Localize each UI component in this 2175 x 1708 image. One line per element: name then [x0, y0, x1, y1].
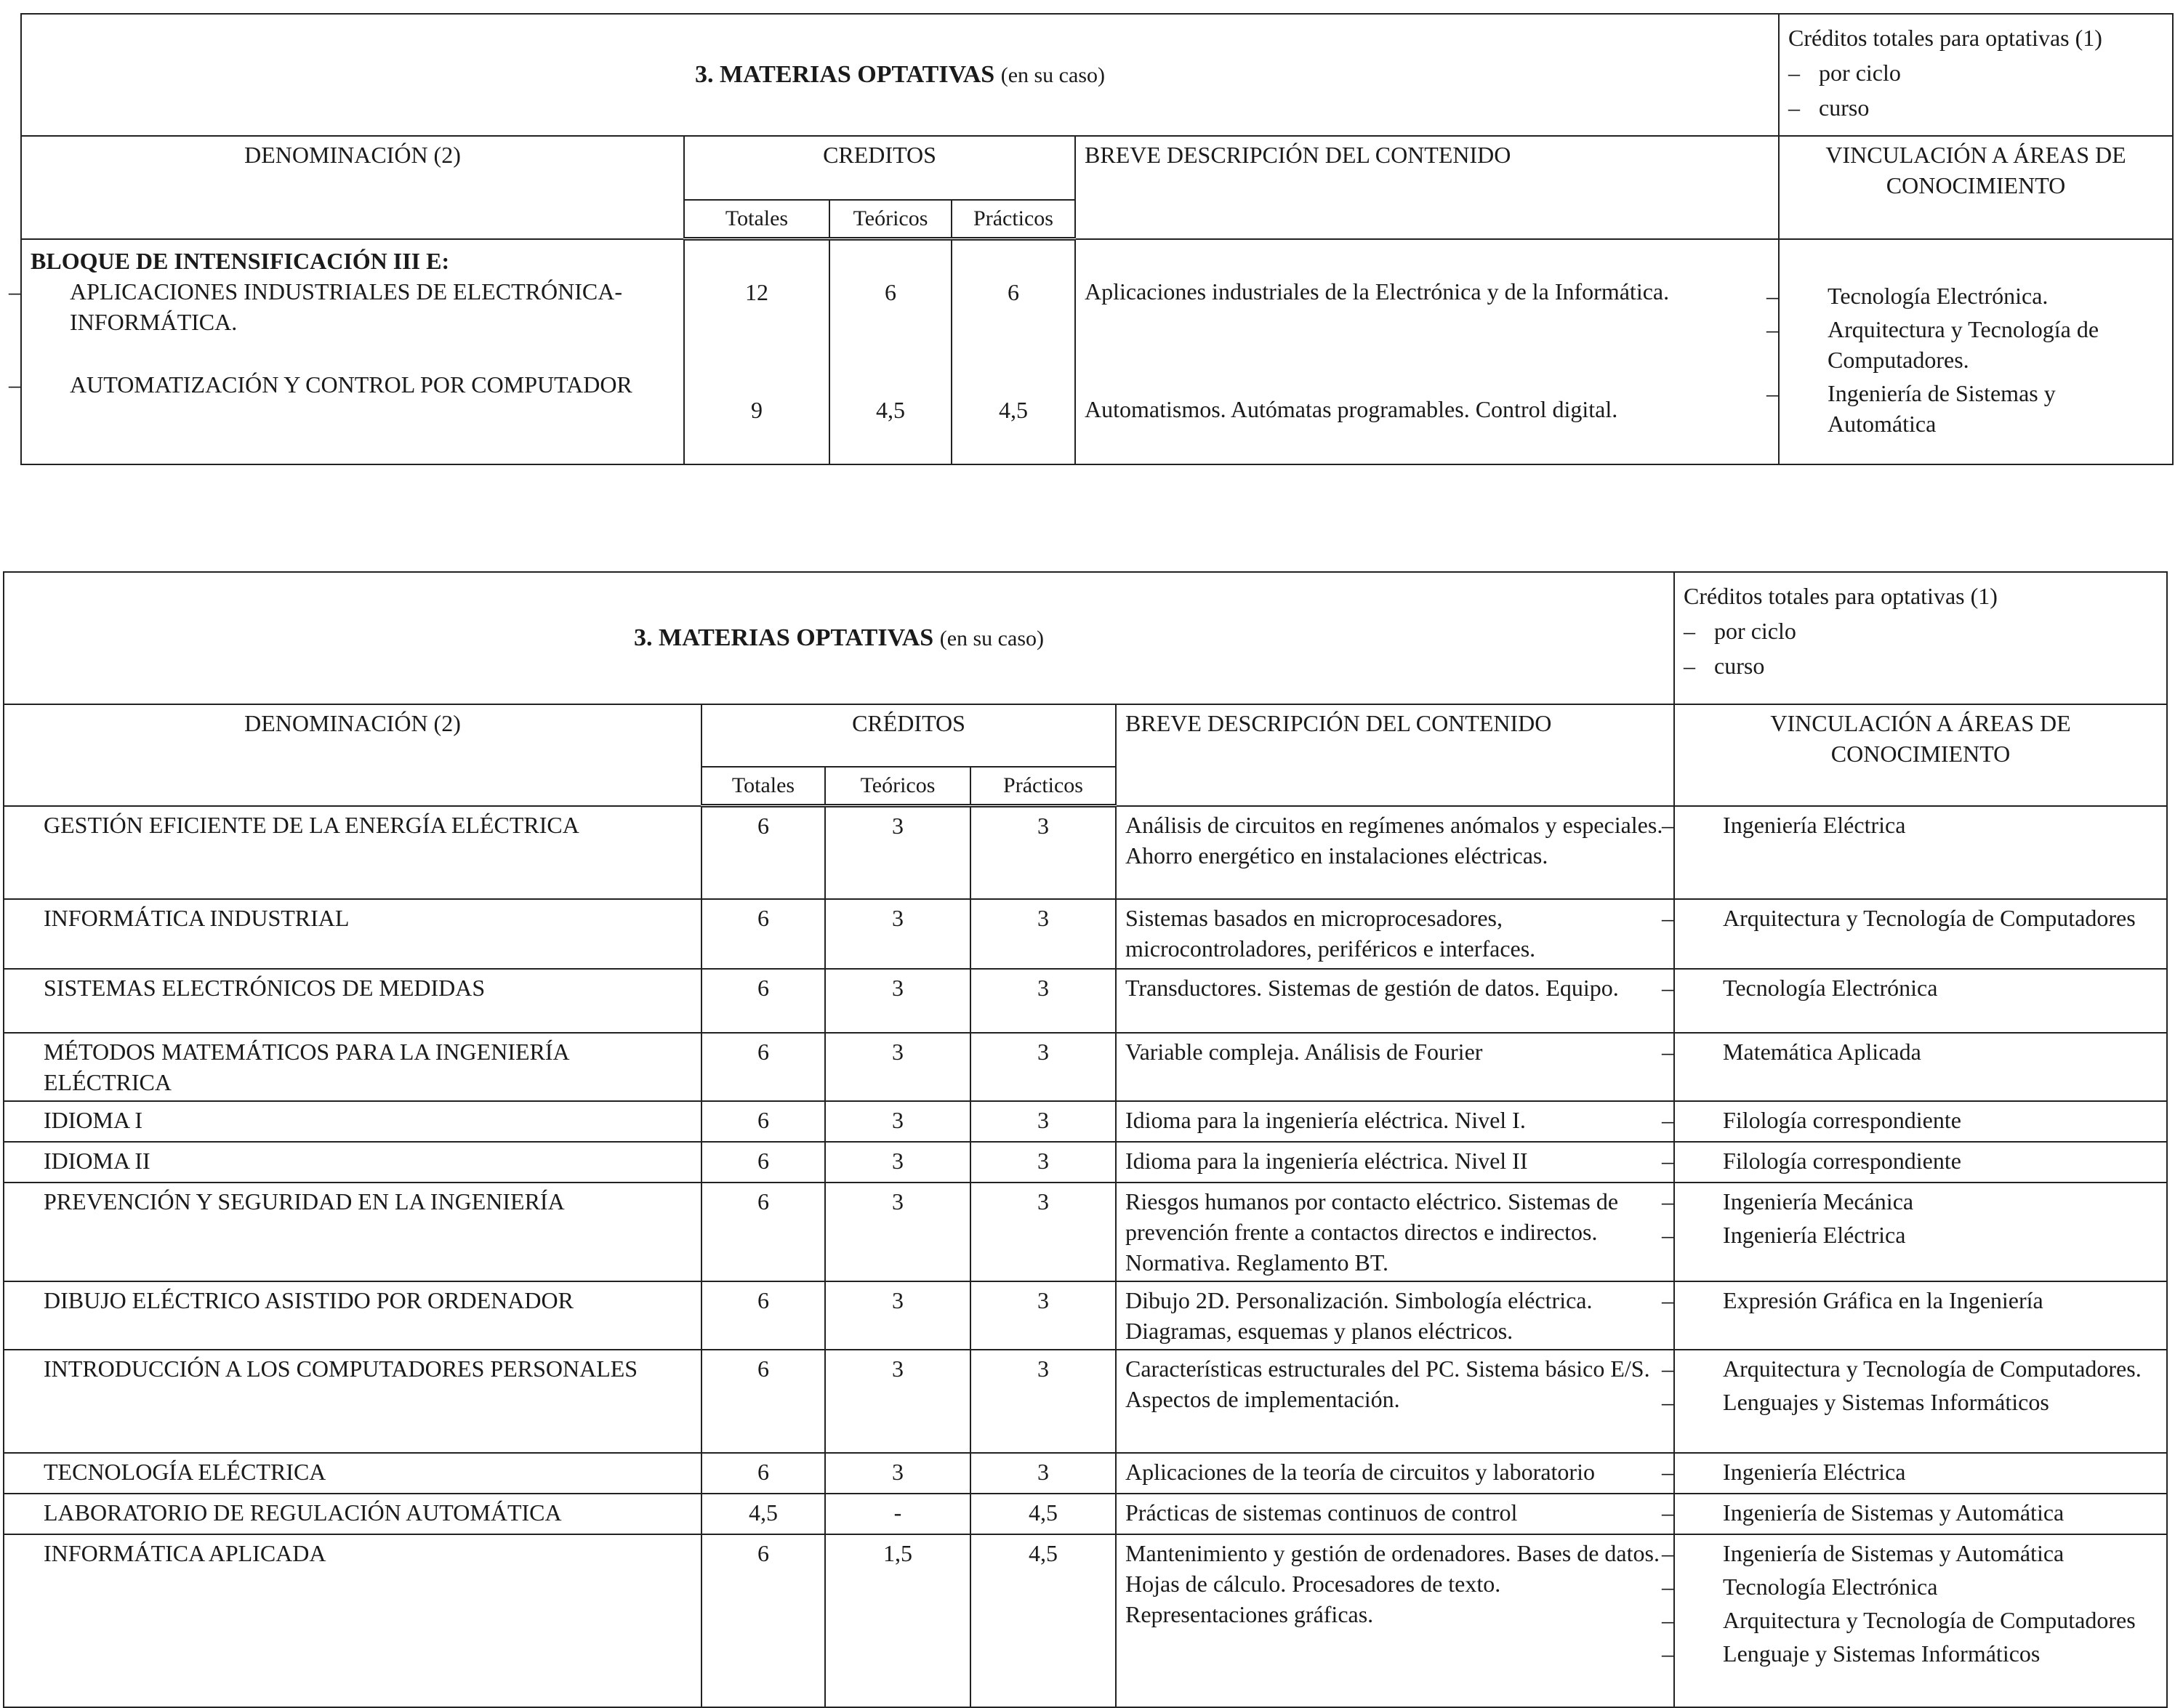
credits-practice: 4,5 — [970, 1534, 1116, 1707]
knowledge-area: Arquitectura y Tecnología de Computadores — [1723, 1606, 2136, 1633]
knowledge-area: Ingeniería de Sistemas y Automática — [1723, 1539, 2065, 1566]
credits-practice: 3 — [970, 1183, 1116, 1281]
knowledge-areas: – Arquitectura y Tecnología de Computadores — [1674, 899, 2167, 969]
optional-subjects-table-1 — [9, 13, 2174, 465]
subject-description: Características estructurales del PC. Sistema básico E/S. Aspectos de implementación. — [1116, 1350, 1674, 1453]
knowledge-area: Ingeniería Eléctrica — [1723, 1458, 1906, 1485]
credits-total-label: Créditos totales para optativas (1) — [1788, 25, 2102, 51]
header-totals: Totales — [701, 767, 825, 806]
credits-theory: 1,5 — [825, 1534, 970, 1707]
subject-description: Variable compleja. Análisis de Fourier — [1116, 1033, 1674, 1101]
credits-totals: 6 — [701, 1534, 825, 1707]
credits-totals: 6 — [701, 1453, 825, 1494]
knowledge-area: Ingeniería Mecánica — [1723, 1188, 1914, 1214]
subject-description: Aplicaciones industriales de la Electrónica y de la Informática. — [1085, 278, 1670, 305]
subject-name-cell — [4, 1494, 701, 1534]
knowledge-area: Ingeniería Eléctrica — [1723, 811, 1906, 838]
subject-name: PREVENCIÓN Y SEGURIDAD EN LA INGENIERÍA — [44, 1188, 565, 1214]
credits-practice: 6 — [1008, 279, 1019, 305]
subject-name: GESTIÓN EFICIENTE DE LA ENERGÍA ELÉCTRICA — [44, 811, 579, 838]
table-row — [4, 1101, 2167, 1142]
knowledge-area: Filología correspondiente — [1723, 1147, 1961, 1174]
credits-theory: 3 — [825, 1033, 970, 1101]
knowledge-areas: – Filología correspondiente — [1674, 1101, 2167, 1142]
credits-practice: 3 — [970, 1142, 1116, 1183]
table-row — [4, 1534, 2167, 1707]
subject-name: IDIOMA I — [44, 1106, 142, 1133]
subject-name-cell — [4, 1350, 701, 1453]
knowledge-area: Expresión Gráfica en la Ingeniería — [1723, 1286, 2043, 1313]
credits-totals: 4,5 — [701, 1494, 825, 1534]
title-text: 3. MATERIAS OPTATIVAS — [695, 60, 995, 88]
knowledge-area: Tecnología Electrónica — [1723, 1573, 1938, 1600]
subject-name-cell — [4, 1101, 701, 1142]
table-row — [4, 1142, 2167, 1183]
subject-name-cell — [4, 1183, 701, 1281]
credits-theory: 3 — [825, 1183, 970, 1281]
subject-name-cell — [4, 1534, 701, 1707]
optional-subjects-table-2 — [3, 571, 2168, 1708]
header-theory: Teóricos — [829, 200, 952, 239]
table-row — [4, 1453, 2167, 1494]
credits-total-label: Créditos totales para optativas (1) — [1684, 583, 1998, 609]
knowledge-areas: – Tecnología Electrónica — [1674, 969, 2167, 1033]
credits-totals: 6 — [701, 1142, 825, 1183]
credits-theory: 3 — [825, 1281, 970, 1350]
subject-name: INTRODUCCIÓN A LOS COMPUTADORES PERSONALES — [44, 1355, 638, 1382]
block-title: BLOQUE DE INTENSIFICACIÓN III E: — [31, 247, 450, 274]
header-areas: VINCULACIÓN A ÁREAS DE CONOCIMIENTO — [1779, 136, 2173, 239]
knowledge-area: Matemática Aplicada — [1723, 1038, 1921, 1065]
credits-theory: 3 — [825, 1142, 970, 1183]
knowledge-area: Lenguaje y Sistemas Informáticos — [1723, 1640, 2041, 1667]
knowledge-area: Lenguajes y Sistemas Informáticos — [1723, 1388, 2049, 1415]
subject-name: SISTEMAS ELECTRÓNICOS DE MEDIDAS — [44, 974, 486, 1001]
knowledge-areas: – Ingeniería de Sistemas y Automática – Tecnología Electrónica – Arquitectura y Tecnología de Computadores – Lenguaje y Sistemas Informáticos — [1674, 1534, 2167, 1707]
table-row: BLOQUE DE INTENSIFICACIÓN III E: – APLICACIONES INDUSTRIALES DE ELECTRÓNICA-INFORMÁTICA. – AUTOMATIZACIÓN Y CONTROL POR COMPUTADOR 12 9 6 4,5 6 4,5 Aplicaciones industriales de la Electrónica y de la Informática. Automatismos. Autómatas programables. Control digital. – Tecnología Electrónica. – Arquitectura y Tecnología de Computadores. – Ingeniería de Sistemas y Automática — [21, 239, 2173, 464]
header-theory: Teóricos — [825, 767, 970, 806]
table-row — [4, 1183, 2167, 1281]
subject-description: Análisis de circuitos en regímenes anómalos y especiales. Ahorro energético en instalaciones eléctricas. — [1116, 806, 1674, 899]
header-practice: Prácticos — [970, 767, 1116, 806]
credits-theory: 4,5 — [876, 397, 905, 423]
credits-theory: 3 — [825, 1350, 970, 1453]
credits-practice: 4,5 — [999, 397, 1028, 423]
subject-description: Automatismos. Autómatas programables. Control digital. — [1085, 395, 1618, 422]
knowledge-areas: – Filología correspondiente — [1674, 1142, 2167, 1183]
knowledge-areas: – Arquitectura y Tecnología de Computadores. – Lenguajes y Sistemas Informáticos — [1674, 1350, 2167, 1453]
credits-total-box: Créditos totales para optativas (1) – por ciclo – curso — [1674, 572, 2167, 704]
credits-totals: 6 — [701, 1101, 825, 1142]
subject-name-cell — [4, 1453, 701, 1494]
knowledge-areas: – Ingeniería Eléctrica — [1674, 806, 2167, 899]
knowledge-areas: – Ingeniería de Sistemas y Automática — [1674, 1494, 2167, 1534]
table-row — [4, 1494, 2167, 1534]
subject-name: AUTOMATIZACIÓN Y CONTROL POR COMPUTADOR — [70, 371, 632, 398]
credits-theory: 6 — [885, 279, 896, 305]
subject-name: TECNOLOGÍA ELÉCTRICA — [44, 1458, 326, 1485]
credits-theory: - — [825, 1494, 970, 1534]
subject-description: Idioma para la ingeniería eléctrica. Nivel II — [1116, 1142, 1674, 1183]
subject-description: Aplicaciones de la teoría de circuitos y laboratorio — [1116, 1453, 1674, 1494]
subject-name: APLICACIONES INDUSTRIALES DE ELECTRÓNICA-INFORMÁTICA. — [70, 278, 622, 335]
knowledge-area: Ingeniería Eléctrica — [1723, 1221, 1906, 1248]
credits-totals: 6 — [701, 899, 825, 969]
table-row — [4, 969, 2167, 1033]
header-description: BREVE DESCRIPCIÓN DEL CONTENIDO — [1116, 704, 1674, 806]
credits-totals: 6 — [701, 1281, 825, 1350]
knowledge-areas: – Ingeniería Eléctrica — [1674, 1453, 2167, 1494]
subject-name: DIBUJO ELÉCTRICO ASISTIDO POR ORDENADOR — [44, 1286, 574, 1313]
credits-practice: 3 — [970, 1281, 1116, 1350]
table-row — [4, 1033, 2167, 1101]
subject-description: Prácticas de sistemas continuos de control — [1116, 1494, 1674, 1534]
credits-total-box: Créditos totales para optativas (1) – por ciclo – curso — [1779, 14, 2173, 136]
knowledge-area: Ingeniería de Sistemas y Automática — [1723, 1499, 2065, 1526]
subject-name: IDIOMA II — [44, 1147, 150, 1174]
credits-practice: 3 — [970, 1101, 1116, 1142]
knowledge-areas: – Matemática Aplicada — [1674, 1033, 2167, 1101]
table-title — [21, 14, 1779, 136]
table-row — [4, 1350, 2167, 1453]
credits-practice: 3 — [970, 1453, 1116, 1494]
subject-name-cell — [4, 969, 701, 1033]
subject-description: Idioma para la ingeniería eléctrica. Nivel I. — [1116, 1101, 1674, 1142]
credits-totals: 6 — [701, 806, 825, 899]
credits-practice: 3 — [970, 969, 1116, 1033]
subject-name-cell — [4, 1142, 701, 1183]
credits-totals: 6 — [701, 1033, 825, 1101]
subject-name: INFORMÁTICA APLICADA — [44, 1539, 326, 1566]
header-practice: Prácticos — [952, 200, 1075, 239]
credits-theory: 3 — [825, 969, 970, 1033]
credits-totals: 6 — [701, 1183, 825, 1281]
credits-practice: 3 — [970, 1033, 1116, 1101]
credits-totals: 6 — [701, 969, 825, 1033]
title-text: 3. MATERIAS OPTATIVAS — [634, 624, 934, 651]
knowledge-area: Tecnología Electrónica — [1723, 974, 1938, 1001]
title-sub: (en su caso) — [939, 626, 1044, 650]
subject-name-cell — [4, 899, 701, 969]
knowledge-area: Arquitectura y Tecnología de Computadores. — [1828, 315, 2099, 373]
credits-theory: 3 — [825, 806, 970, 899]
header-description: BREVE DESCRIPCIÓN DEL CONTENIDO — [1075, 136, 1779, 239]
subject-name: INFORMÁTICA INDUSTRIAL — [44, 904, 350, 931]
credits-totals: 12 — [745, 279, 768, 305]
credits-theory: 3 — [825, 1101, 970, 1142]
credits-practice: 4,5 — [970, 1494, 1116, 1534]
subject-description: Transductores. Sistemas de gestión de datos. Equipo. — [1116, 969, 1674, 1033]
subject-name-cell — [4, 806, 701, 899]
per-cycle-label: por ciclo — [1714, 618, 1796, 644]
subject-description: Mantenimiento y gestión de ordenadores. Bases de datos. Hojas de cálculo. Procesadores de texto. Representaciones gráficas. — [1116, 1534, 1674, 1707]
title-sub: (en su caso) — [1000, 63, 1105, 87]
knowledge-areas: – Expresión Gráfica en la Ingeniería — [1674, 1281, 2167, 1350]
subject-name: MÉTODOS MATEMÁTICOS PARA LA INGENIERÍA ELÉCTRICA — [44, 1038, 568, 1095]
knowledge-area: Arquitectura y Tecnología de Computadores. — [1723, 1355, 2142, 1382]
table-row — [4, 1281, 2167, 1350]
knowledge-area: Arquitectura y Tecnología de Computadores — [1723, 904, 2136, 931]
header-name: DENOMINACIÓN (2) — [21, 136, 684, 239]
table-row — [4, 899, 2167, 969]
table-row — [4, 806, 2167, 899]
credits-totals: 6 — [701, 1350, 825, 1453]
knowledge-area: Ingeniería de Sistemas y Automática — [1828, 379, 2056, 437]
knowledge-areas: – Ingeniería Mecánica – Ingeniería Eléctrica — [1674, 1183, 2167, 1281]
per-cycle-label: por ciclo — [1819, 60, 1901, 86]
table-title — [4, 572, 1674, 704]
subject-description: Dibujo 2D. Personalización. Simbología eléctrica. Diagramas, esquemas y planos eléctricos. — [1116, 1281, 1674, 1350]
credits-practice: 3 — [970, 899, 1116, 969]
header-name: DENOMINACIÓN (2) — [4, 704, 701, 806]
header-credits: CRÉDITOS — [701, 704, 1116, 767]
subject-description: Riesgos humanos por contacto eléctrico. Sistemas de prevención frente a contactos directos e indirectos. Normativa. Reglamento BT. — [1116, 1183, 1674, 1281]
header-totals: Totales — [684, 200, 829, 239]
subject-name-cell — [4, 1281, 701, 1350]
subject-name-cell — [4, 1033, 701, 1101]
knowledge-area: Tecnología Electrónica. — [1828, 282, 2049, 309]
header-credits: CREDITOS — [684, 136, 1075, 200]
credits-practice: 3 — [970, 1350, 1116, 1453]
credits-practice: 3 — [970, 806, 1116, 899]
header-areas: VINCULACIÓN A ÁREAS DE CONOCIMIENTO — [1674, 704, 2167, 806]
knowledge-area: Filología correspondiente — [1723, 1106, 1961, 1133]
subject-name: LABORATORIO DE REGULACIÓN AUTOMÁTICA — [44, 1499, 562, 1526]
credits-theory: 3 — [825, 1453, 970, 1494]
subject-description: Sistemas basados en microprocesadores, microcontroladores, periféricos e interfaces. — [1116, 899, 1674, 969]
credits-theory: 3 — [825, 899, 970, 969]
course-label: curso — [1714, 653, 1765, 679]
course-label: curso — [1819, 94, 1870, 121]
credits-totals: 9 — [751, 397, 763, 423]
